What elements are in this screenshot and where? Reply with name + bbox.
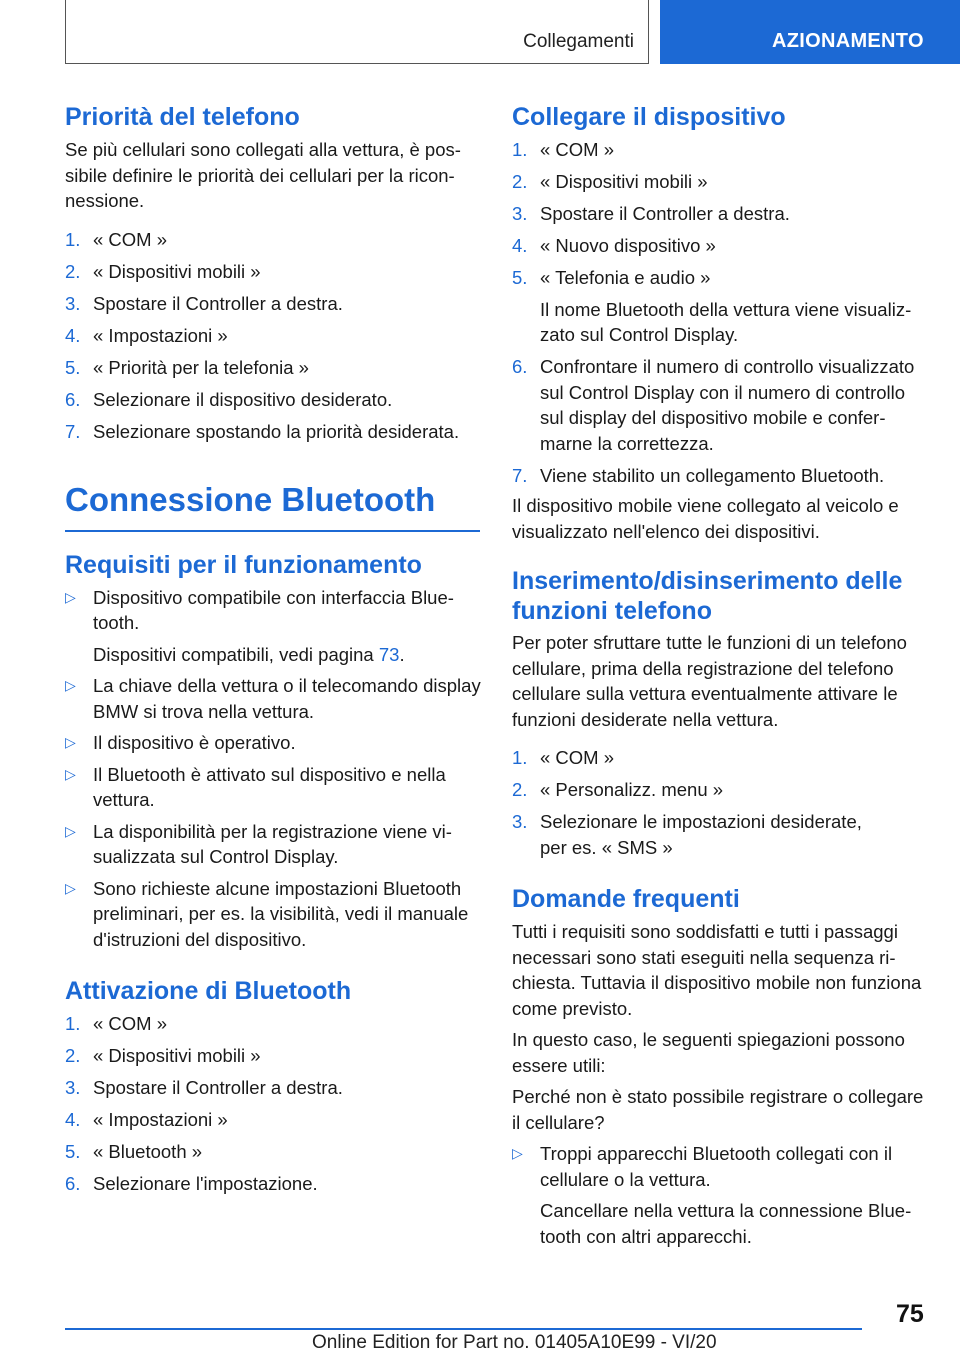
list-item: 3. Selezionare le impostazioni desiderate, per es. « SMS » (512, 811, 862, 858)
list-item: 7. Selezionare spostando la priorità desiderata. (65, 420, 460, 442)
list-item: 1. « COM » (65, 1013, 168, 1034)
faq-p1: Tutti i requisiti sono soddisfatti e tutti i passaggi necessari sono stati eseguiti nella sequenza richiesta. Tuttavia il dispositivo mobile non funziona come previsto. (512, 921, 922, 1019)
list-item: 3. Spostare il Controller a destra. (65, 292, 343, 314)
priorita-title: Priorità del telefono (65, 103, 300, 131)
faq-title: Domande frequenti (512, 885, 740, 913)
list-item: 4. « Nuovo dispositivo » (512, 235, 716, 256)
list-item: 2. « Dispositivi mobili » (65, 260, 261, 282)
list-item: 4. « Impostazioni » (65, 1109, 228, 1130)
edition-footer: Online Edition for Part no. 01405A10E99 - VI/20 (312, 1332, 717, 1353)
list-item: 1. « COM » (65, 228, 168, 250)
list-item: 6. Selezionare l'impostazione. (65, 1173, 318, 1194)
right-column (512, 102, 928, 1249)
page-number: 75 (896, 1300, 924, 1328)
list-item: 6. Selezionare il dispositivo desiderato. (65, 388, 393, 410)
requisiti-list (65, 585, 485, 953)
collegare-after: Il dispositivo mobile viene collegato al veicolo e visualizzato nell'elenco dei dispositivi. (512, 495, 899, 542)
list-item: ▷ Sono richieste alcune impostazioni Bluetooth preliminari, per es. la visibilità, vedi il manuale d'istruzioni del dispositivo. (65, 877, 469, 950)
inserimento-intro: Per poter sfruttare tutte le funzioni di un telefono cellulare, prima della registrazione del telefono cellulare sulla vettura eventualmente attivare le funzioni desiderate nella vettura. (512, 632, 907, 730)
header-chapter-tab[interactable] (660, 0, 960, 64)
attivazione-title: Attivazione di Bluetooth (65, 977, 352, 1005)
list-item: 5. « Telefonia e audio » Il nome Bluetooth della vettura viene visualizzato sul Control Display. (512, 267, 912, 345)
left-column (65, 102, 485, 1197)
attivazione-steps (65, 1011, 485, 1197)
list-item: 3. Spostare il Controller a destra. (65, 1077, 343, 1098)
requisiti-title: Requisiti per il funzionamento (65, 550, 422, 579)
list-item: 6. Confrontare il numero di controllo visualizzato sul Control Display con il numero di controllo sul display del dispositivo mobile e confermarne la correttezza. (512, 356, 915, 454)
list-item: 5. « Bluetooth » (65, 1141, 203, 1162)
faq-p2: In questo caso, le seguenti spiegazioni possono essere utili: (512, 1029, 905, 1076)
collegare-title: Collegare il dispositivo (512, 103, 786, 131)
list-item: ▷ La chiave della vettura o il telecomando display BMW si trova nella vettura. (65, 675, 481, 722)
list-item: ▷ Troppi apparecchi Bluetooth collegati con il cellulare o la vettura. Cancellare nella vettura la connessione Bluetooth con altri apparecchi. (512, 1143, 912, 1247)
header-section-box (65, 0, 649, 64)
bluetooth-title: Connessione Bluetooth (65, 481, 436, 518)
list-item: 2. « Dispositivi mobili » (512, 171, 708, 192)
header-chapter: AZIONAMENTO (772, 30, 924, 52)
faq-p3: Perché non è stato possibile registrare o collegare il cellulare? (512, 1086, 924, 1133)
list-item: ▷ Dispositivo compatibile con interfaccia Bluetooth. Dispositivi compatibili, vedi pagina 73. (65, 586, 454, 665)
list-item: ▷ Il Bluetooth è attivato sul dispositivo e nella vettura. (65, 763, 446, 810)
list-item: 7. Viene stabilito un collegamento Bluetooth. (512, 464, 885, 486)
list-item: 2. « Personalizz. menu » (512, 779, 724, 800)
priorita-intro: Se più cellulari sono collegati alla vettura, è possibile definire le priorità dei cellulari per la riconnessione. (65, 139, 461, 211)
list-item: 2. « Dispositivi mobili » (65, 1045, 261, 1066)
list-item: 1. « COM » (512, 139, 615, 160)
list-item: 5. « Priorità per la telefonia » (65, 356, 309, 378)
inserimento-title: Inserimento/disinserimento delle funzioni telefono (512, 567, 903, 625)
list-item: 1. « COM » (512, 747, 615, 768)
title-rule (65, 530, 480, 532)
page-link[interactable]: 73 (378, 643, 400, 665)
list-item: 4. « Impostazioni » (65, 324, 228, 346)
inserimento-steps (512, 745, 928, 860)
footer-rule (65, 1328, 862, 1330)
collegare-steps (512, 137, 928, 488)
list-item: ▷ Il dispositivo è operativo. (65, 732, 296, 753)
list-item: ▷ La disponibilità per la registrazione viene visualizzata sul Control Display. (65, 820, 452, 867)
priorita-steps (65, 227, 485, 445)
faq-list (512, 1141, 928, 1249)
list-item: 3. Spostare il Controller a destra. (512, 203, 790, 224)
header-section: Collegamenti (523, 31, 634, 52)
